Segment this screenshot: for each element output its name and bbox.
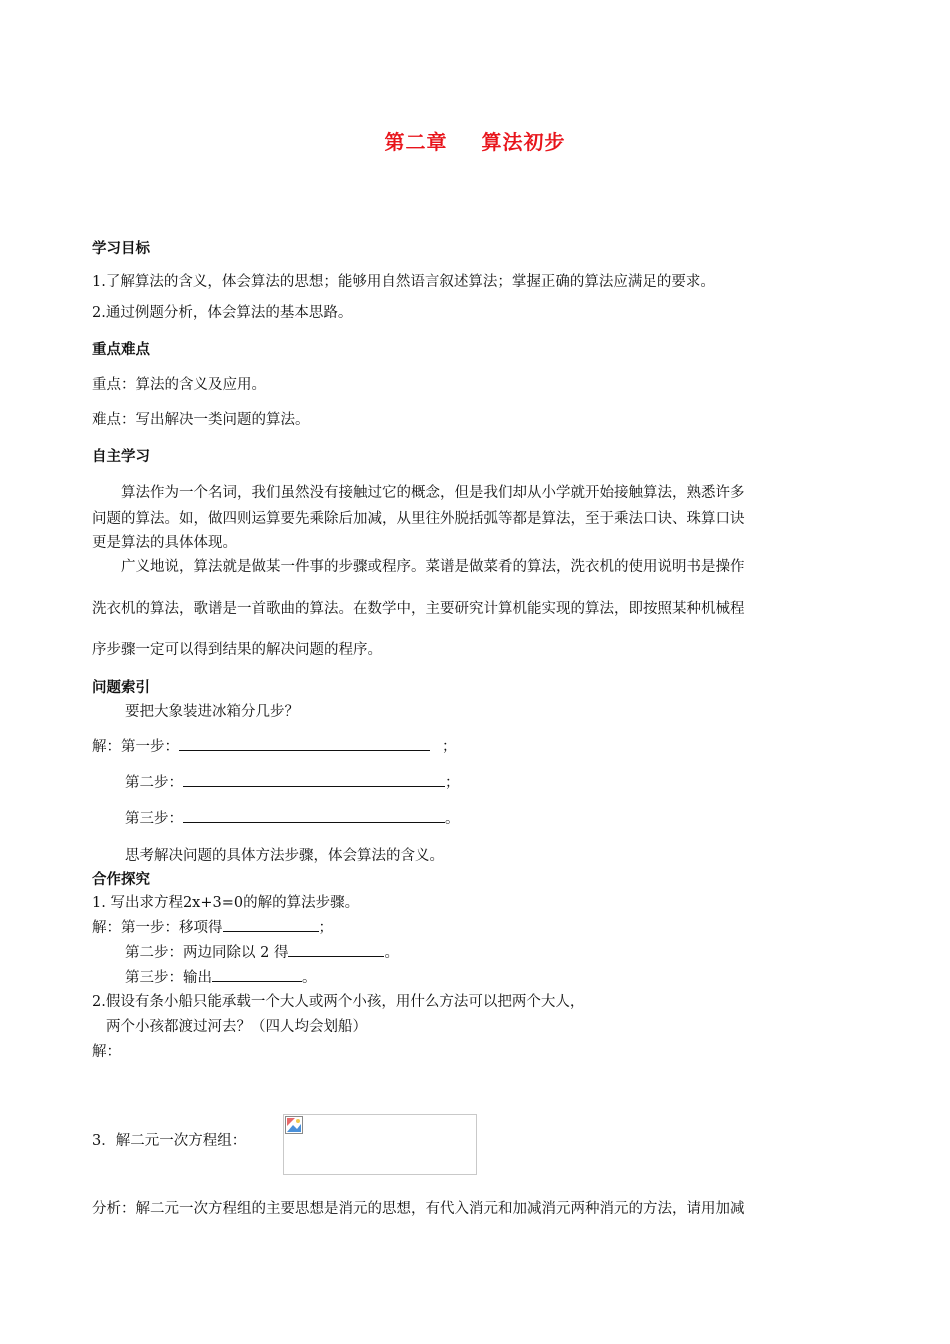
difficulty-point: 难点：写出解决一类问题的算法。 (92, 412, 310, 428)
self-study-heading: 自主学习 (92, 448, 150, 465)
q1-step-2 (125, 941, 399, 962)
self-study-paragraph-2-line-3: 序步骤一定可以得到结果的解决问题的程序。 (92, 642, 382, 658)
question-2-line-1: 2.假设有条小船只能承载一个大人或两个小孩，用什么方法可以把两个大人， (92, 994, 585, 1010)
equation-system-image (283, 1114, 477, 1175)
step-3-label: 第三步： (125, 811, 183, 827)
self-study-paragraph-1-line-3: 更是算法的具体体现。 (92, 535, 237, 551)
q1-step-3-label: 第三步：输出 (125, 970, 212, 986)
chapter-number: 第二章 (384, 130, 448, 154)
self-study-paragraph-2-line-2: 洗衣机的算法，歌谱是一首歌曲的算法。在数学中，主要研究计算机能实现的算法，即按照某种机械程 (92, 601, 745, 617)
q1-step-2-blank[interactable] (288, 942, 384, 957)
self-study-paragraph-1-line-1: 算法作为一个名词，我们虽然没有接触过它的概念，但是我们却从小学就开始接触算法，熟悉许多 (121, 485, 745, 501)
step-2-label: 第二步： (125, 775, 183, 791)
question-2-answer: 解： (92, 1044, 121, 1060)
broken-image-icon (285, 1116, 303, 1134)
step-1-label: 第一步： (121, 739, 179, 755)
question-3: 3．解二元一次方程组： (92, 1133, 247, 1149)
analysis-text: 分析：解二元一次方程组的主要思想是消元的思想，有代入消元和加减消元两种消元的方法，请用加减 (92, 1201, 745, 1217)
self-study-paragraph-1-line-2: 问题的算法。如，做四则运算要先乘除后加减，从里往外脱括弧等都是算法，至于乘法口诀、珠算口诀 (92, 511, 745, 527)
reflection-text: 思考解决问题的具体方法步骤，体会算法的含义。 (125, 848, 444, 864)
step-1-blank[interactable] (179, 736, 430, 751)
q1-step-1-blank[interactable] (223, 917, 319, 932)
answer-step-2 (125, 771, 460, 792)
answer-step-3 (125, 807, 460, 828)
page-title (0, 126, 950, 155)
q1-step-3-end: 。 (302, 970, 317, 986)
step-1-end: ； (442, 739, 457, 755)
self-study-paragraph-2-line-1: 广义地说，算法就是做某一件事的步骤或程序。菜谱是做菜肴的算法，洗衣机的使用说明书是操作 (121, 559, 745, 575)
step-2-end: ； (445, 775, 460, 791)
q1-step-2-label: 第二步：两边同除以 2 得 (125, 945, 289, 961)
q1-step-1-label: 解：第一步：移项得 (92, 920, 223, 936)
question-index-heading: 问题索引 (92, 679, 150, 696)
key-points-heading: 重点难点 (92, 341, 150, 358)
question-text: 要把大象装进冰箱分几步？ (125, 704, 299, 720)
chapter-title: 算法初步 (481, 130, 566, 154)
answer-prefix: 解： (92, 739, 121, 755)
step-3-blank[interactable] (183, 808, 445, 823)
objective-item-1: 1.了解算法的含义，体会算法的思想；能够用自然语言叙述算法；掌握正确的算法应满足的要求。 (92, 274, 715, 290)
objectives-heading: 学习目标 (92, 240, 150, 257)
question-2-line-2: 两个小孩都渡过河去？（四人均会划船） (106, 1019, 367, 1035)
q1-step-3 (125, 966, 317, 987)
q1-step-1 (92, 916, 333, 937)
q1-step-1-end: ； (318, 920, 333, 936)
step-2-blank[interactable] (183, 772, 445, 787)
cooperation-heading: 合作探究 (92, 871, 150, 888)
objective-item-2: 2.通过例题分析，体会算法的基本思路。 (92, 305, 353, 321)
step-3-end: 。 (445, 811, 460, 827)
key-point: 重点：算法的含义及应用。 (92, 377, 266, 393)
q1-step-3-blank[interactable] (212, 967, 302, 982)
answer-step-1 (92, 735, 457, 756)
q1-step-2-end: 。 (384, 945, 399, 961)
question-1: 1. 写出求方程2x+3=0的解的算法步骤。 (92, 895, 360, 911)
